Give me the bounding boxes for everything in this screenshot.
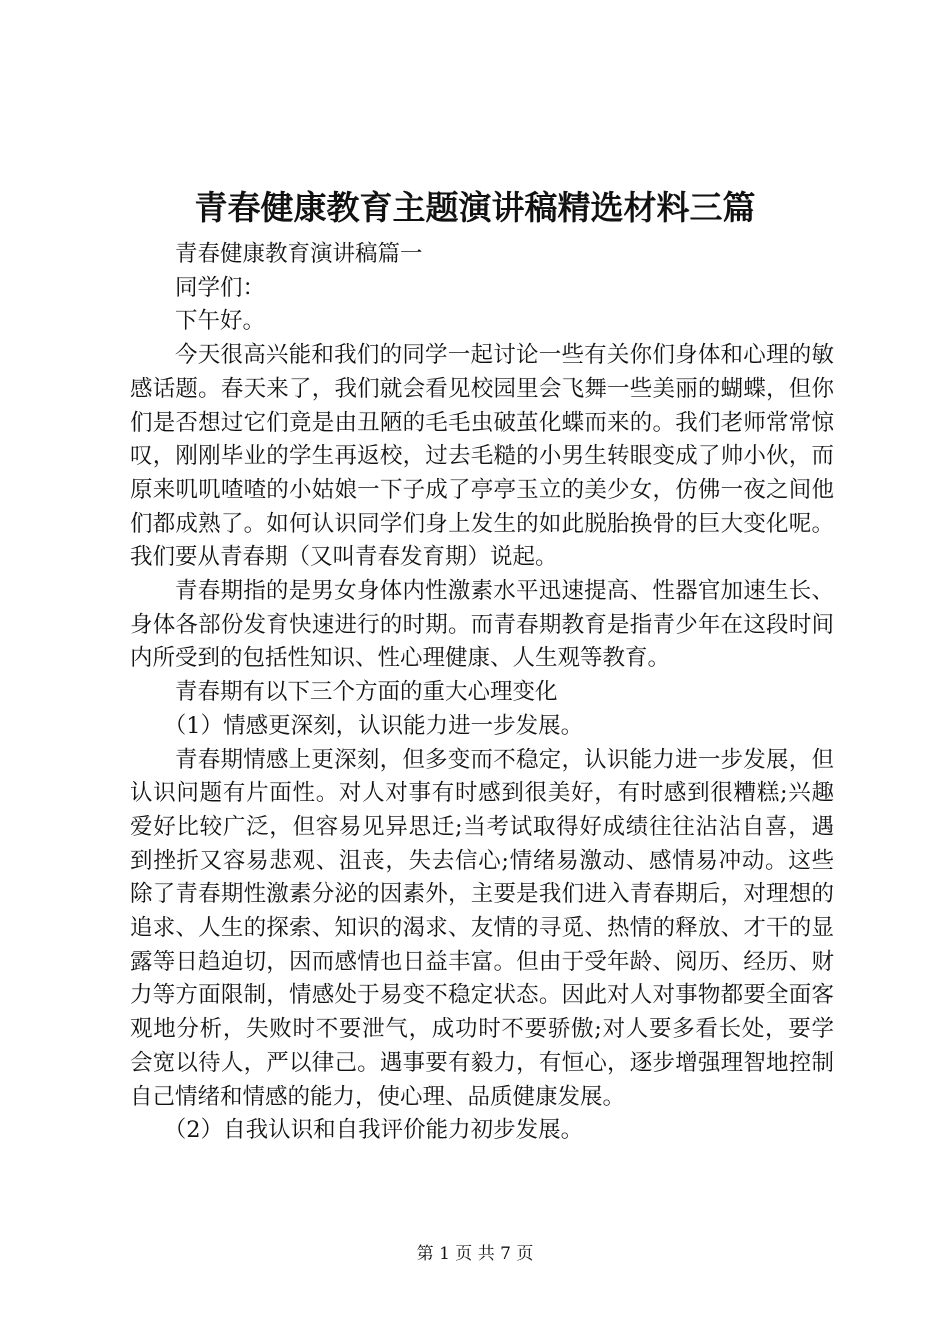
paragraph-emotion: 青春期情感上更深刻，但多变而不稳定，认识能力进一步发展，但认识问题有片面性。对人对事有时感到很美好，有时感到很糟糕;兴趣爱好比较广泛，但容易见异思迁;当考试取得好成绩往往沾沾自喜，遇到挫折又容易悲观、沮丧，失去信心;情绪易激动、感情易冲动。这些除了青春期性激素分泌的因素外，主要是我们进入青春期后，对理想的追求、人生的探索、知识的渴求、友情的寻觅、热情的释放、才干的显露等日趋迫切，因而感情也日益丰富。但由于受年龄、阅历、经历、财力等方面限制，情感处于易变不稳定状态。因此对人对事物都要全面客观地分析，失败时不要泄气，成功时不要骄傲;对人要多看长处，要学会宽以待人，严以律己。遇事要有毅力，有恒心，逐步增强理智地控制自己情绪和情感的能力，使心理、品质健康发展。 <box>130 746 834 1110</box>
document-body <box>130 238 834 1148</box>
greeting: 下午好。 <box>175 308 266 335</box>
paragraph-intro: 今天很高兴能和我们的同学一起讨论一些有关你们身体和心理的敏感话题。春天来了，我们就会看见校园里会飞舞一些美丽的蝴蝶，但你们是否想过它们竟是由丑陋的毛毛虫破茧化蝶而来的。我们老师常常惊叹，刚刚毕业的学生再返校，过去毛糙的小男生转眼变成了帅小伙，而原来叽叽喳喳的小姑娘一下子成了亭亭玉立的美少女，仿佛一夜之间他们都成熟了。如何认识同学们身上发生的如此脱胎换骨的巨大变化呢。我们要从青春期（又叫青春发育期）说起。 <box>130 342 834 571</box>
list-item-2: （2）自我认识和自我评价能力初步发展。 <box>163 1117 584 1144</box>
section-heading: 青春健康教育演讲稿篇一 <box>175 241 423 267</box>
list-item-1: （1）情感更深刻，认识能力进一步发展。 <box>163 712 584 739</box>
salutation: 同学们： <box>175 274 266 301</box>
page-footer: 第 1 页 共 7 页 <box>416 1244 534 1264</box>
paragraph-changes-heading: 青春期有以下三个方面的重大心理变化 <box>175 679 558 706</box>
paragraph-definition: 青春期指的是男女身体内性激素水平迅速提高、性器官加速生长、身体各部份发育快速进行的时期。而青春期教育是指青少年在这段时间内所受到的包括性知识、性心理健康、人生观等教育。 <box>130 578 834 672</box>
document-title: 青春健康教育主题演讲稿精选材料三篇 <box>194 188 756 227</box>
